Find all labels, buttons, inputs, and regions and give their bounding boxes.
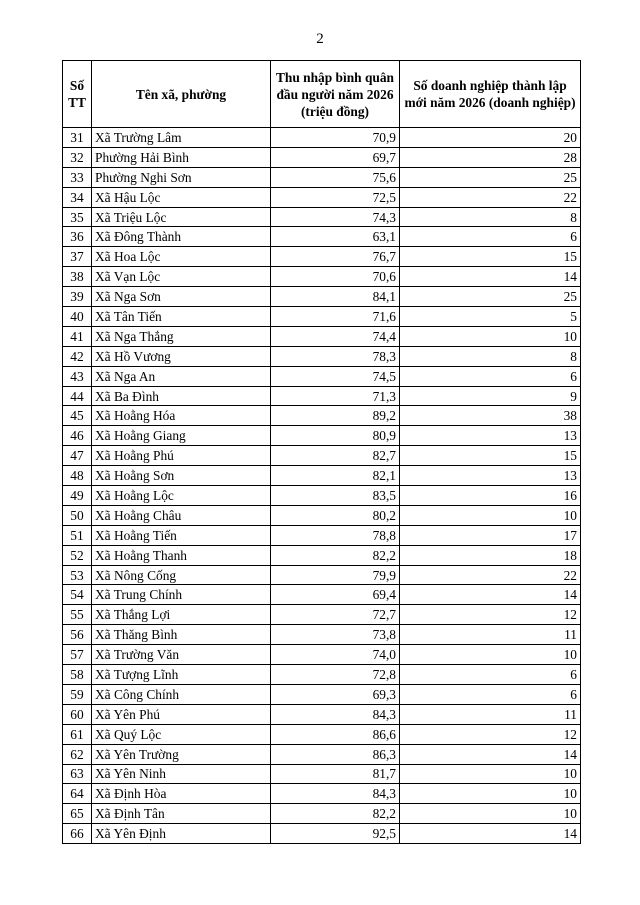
row-number: 52: [63, 545, 92, 565]
income-value: 79,9: [271, 565, 400, 585]
commune-name: Xã Hoằng Tiến: [92, 525, 271, 545]
table-row: [63, 386, 581, 406]
table-row: [63, 545, 581, 565]
row-number: 44: [63, 386, 92, 406]
row-number: 37: [63, 247, 92, 267]
income-value: 63,1: [271, 227, 400, 247]
row-number: 38: [63, 267, 92, 287]
table-row: [63, 187, 581, 207]
table-row: [63, 287, 581, 307]
table-row: [63, 486, 581, 506]
enterprise-count: 8: [400, 346, 581, 366]
commune-name: Xã Trung Chính: [92, 585, 271, 605]
table-row: [63, 227, 581, 247]
commune-name: Xã Nông Cống: [92, 565, 271, 585]
enterprise-count: 11: [400, 704, 581, 724]
table-row: [63, 585, 581, 605]
table-row: [63, 466, 581, 486]
enterprise-count: 14: [400, 585, 581, 605]
income-value: 84,3: [271, 784, 400, 804]
commune-name: Xã Yên Trường: [92, 744, 271, 764]
commune-name: Xã Tân Tiến: [92, 307, 271, 327]
income-value: 72,7: [271, 605, 400, 625]
enterprise-count: 9: [400, 386, 581, 406]
row-number: 51: [63, 525, 92, 545]
row-number: 53: [63, 565, 92, 585]
enterprise-count: 10: [400, 804, 581, 824]
income-value: 74,4: [271, 326, 400, 346]
row-number: 31: [63, 128, 92, 148]
income-value: 74,0: [271, 645, 400, 665]
table-row: [63, 207, 581, 227]
commune-name: Xã Định Hòa: [92, 784, 271, 804]
enterprise-count: 25: [400, 167, 581, 187]
commune-name: Xã Yên Phú: [92, 704, 271, 724]
enterprise-count: 38: [400, 406, 581, 426]
table-row: [63, 804, 581, 824]
commune-name: Xã Nga Thắng: [92, 326, 271, 346]
table-row: [63, 525, 581, 545]
commune-name: Xã Tượng Lĩnh: [92, 665, 271, 685]
table-row: [63, 346, 581, 366]
header-enterprises: Số doanh nghiệp thành lập mới năm 2026 (doanh nghiệp): [400, 61, 581, 128]
enterprise-count: 20: [400, 128, 581, 148]
enterprise-count: 17: [400, 525, 581, 545]
table-row: [63, 326, 581, 346]
enterprise-count: 6: [400, 665, 581, 685]
commune-name: Xã Hoằng Phú: [92, 446, 271, 466]
commune-name: Xã Yên Ninh: [92, 764, 271, 784]
income-value: 84,3: [271, 704, 400, 724]
table-row: [63, 247, 581, 267]
row-number: 43: [63, 366, 92, 386]
table-row: [63, 406, 581, 426]
enterprise-count: 10: [400, 784, 581, 804]
enterprise-count: 8: [400, 207, 581, 227]
commune-name: Xã Hoằng Giang: [92, 426, 271, 446]
table-row: [63, 625, 581, 645]
table-row: [63, 684, 581, 704]
commune-name: Xã Công Chính: [92, 684, 271, 704]
table-row: [63, 167, 581, 187]
commune-name: Xã Hoằng Châu: [92, 505, 271, 525]
enterprise-count: 14: [400, 267, 581, 287]
commune-name: Xã Thắng Lợi: [92, 605, 271, 625]
row-number: 42: [63, 346, 92, 366]
table-row: [63, 764, 581, 784]
commune-name: Xã Yên Định: [92, 824, 271, 844]
income-value: 86,6: [271, 724, 400, 744]
income-value: 73,8: [271, 625, 400, 645]
row-number: 32: [63, 147, 92, 167]
table-row: [63, 704, 581, 724]
income-value: 82,2: [271, 804, 400, 824]
commune-name: Xã Hậu Lộc: [92, 187, 271, 207]
enterprise-count: 5: [400, 307, 581, 327]
table-row: [63, 505, 581, 525]
enterprise-count: 12: [400, 724, 581, 744]
header-stt: Số TT: [63, 61, 92, 128]
commune-name: Phường Nghi Sơn: [92, 167, 271, 187]
income-value: 76,7: [271, 247, 400, 267]
commune-name: Xã Hoằng Sơn: [92, 466, 271, 486]
row-number: 55: [63, 605, 92, 625]
enterprise-count: 13: [400, 426, 581, 446]
income-value: 69,7: [271, 147, 400, 167]
commune-name: Xã Quý Lộc: [92, 724, 271, 744]
income-value: 72,5: [271, 187, 400, 207]
row-number: 60: [63, 704, 92, 724]
row-number: 48: [63, 466, 92, 486]
income-value: 82,7: [271, 446, 400, 466]
enterprise-count: 6: [400, 366, 581, 386]
row-number: 35: [63, 207, 92, 227]
enterprise-count: 12: [400, 605, 581, 625]
table-row: [63, 565, 581, 585]
income-value: 82,2: [271, 545, 400, 565]
table-row: [63, 784, 581, 804]
enterprise-count: 10: [400, 764, 581, 784]
table-row: [63, 128, 581, 148]
commune-name: Xã Hoằng Lộc: [92, 486, 271, 506]
income-value: 78,3: [271, 346, 400, 366]
enterprise-count: 6: [400, 227, 581, 247]
table-row: [63, 426, 581, 446]
enterprise-count: 25: [400, 287, 581, 307]
row-number: 66: [63, 824, 92, 844]
commune-name: Xã Trường Văn: [92, 645, 271, 665]
row-number: 34: [63, 187, 92, 207]
enterprise-count: 6: [400, 684, 581, 704]
income-value: 74,3: [271, 207, 400, 227]
income-value: 70,6: [271, 267, 400, 287]
row-number: 54: [63, 585, 92, 605]
table-row: [63, 645, 581, 665]
data-table: [62, 60, 581, 844]
enterprise-count: 28: [400, 147, 581, 167]
row-number: 65: [63, 804, 92, 824]
row-number: 40: [63, 307, 92, 327]
row-number: 39: [63, 287, 92, 307]
commune-name: Xã Trường Lâm: [92, 128, 271, 148]
commune-name: Xã Thăng Bình: [92, 625, 271, 645]
enterprise-count: 22: [400, 187, 581, 207]
income-value: 89,2: [271, 406, 400, 426]
table-row: [63, 665, 581, 685]
income-value: 71,3: [271, 386, 400, 406]
income-value: 74,5: [271, 366, 400, 386]
commune-name: Xã Nga An: [92, 366, 271, 386]
income-value: 78,8: [271, 525, 400, 545]
commune-name: Phường Hải Bình: [92, 147, 271, 167]
commune-name: Xã Nga Sơn: [92, 287, 271, 307]
enterprise-count: 16: [400, 486, 581, 506]
row-number: 63: [63, 764, 92, 784]
commune-name: Xã Đông Thành: [92, 227, 271, 247]
enterprise-count: 10: [400, 505, 581, 525]
table-row: [63, 267, 581, 287]
income-value: 92,5: [271, 824, 400, 844]
table-row: [63, 366, 581, 386]
row-number: 62: [63, 744, 92, 764]
header-income: Thu nhập bình quân đầu người năm 2026 (triệu đồng): [271, 61, 400, 128]
page-number: 2: [316, 31, 324, 47]
enterprise-count: 18: [400, 545, 581, 565]
income-value: 80,9: [271, 426, 400, 446]
row-number: 47: [63, 446, 92, 466]
row-number: 36: [63, 227, 92, 247]
table-row: [63, 446, 581, 466]
income-value: 69,3: [271, 684, 400, 704]
commune-name: Xã Hoằng Hóa: [92, 406, 271, 426]
commune-name: Xã Hoằng Thanh: [92, 545, 271, 565]
income-value: 72,8: [271, 665, 400, 685]
row-number: 56: [63, 625, 92, 645]
row-number: 57: [63, 645, 92, 665]
row-number: 58: [63, 665, 92, 685]
row-number: 64: [63, 784, 92, 804]
income-value: 75,6: [271, 167, 400, 187]
commune-name: Xã Ba Đình: [92, 386, 271, 406]
enterprise-count: 22: [400, 565, 581, 585]
enterprise-count: 11: [400, 625, 581, 645]
table-row: [63, 307, 581, 327]
enterprise-count: 15: [400, 446, 581, 466]
income-value: 80,2: [271, 505, 400, 525]
income-value: 71,6: [271, 307, 400, 327]
table-row: [63, 147, 581, 167]
enterprise-count: 10: [400, 645, 581, 665]
row-number: 33: [63, 167, 92, 187]
table-row: [63, 744, 581, 764]
row-number: 49: [63, 486, 92, 506]
income-value: 70,9: [271, 128, 400, 148]
commune-name: Xã Triệu Lộc: [92, 207, 271, 227]
row-number: 45: [63, 406, 92, 426]
commune-name: Xã Định Tân: [92, 804, 271, 824]
income-value: 83,5: [271, 486, 400, 506]
income-value: 84,1: [271, 287, 400, 307]
row-number: 59: [63, 684, 92, 704]
enterprise-count: 14: [400, 824, 581, 844]
enterprise-count: 10: [400, 326, 581, 346]
enterprise-count: 15: [400, 247, 581, 267]
row-number: 61: [63, 724, 92, 744]
income-value: 86,3: [271, 744, 400, 764]
table-header-row: [63, 61, 581, 128]
row-number: 41: [63, 326, 92, 346]
income-value: 82,1: [271, 466, 400, 486]
enterprise-count: 14: [400, 744, 581, 764]
income-value: 81,7: [271, 764, 400, 784]
income-value: 69,4: [271, 585, 400, 605]
commune-name: Xã Hồ Vương: [92, 346, 271, 366]
row-number: 50: [63, 505, 92, 525]
enterprise-count: 13: [400, 466, 581, 486]
commune-name: Xã Vạn Lộc: [92, 267, 271, 287]
table-body: [63, 128, 581, 844]
table-row: [63, 824, 581, 844]
table-row: [63, 724, 581, 744]
header-name: Tên xã, phường: [92, 61, 271, 128]
row-number: 46: [63, 426, 92, 446]
commune-name: Xã Hoa Lộc: [92, 247, 271, 267]
table-row: [63, 605, 581, 625]
